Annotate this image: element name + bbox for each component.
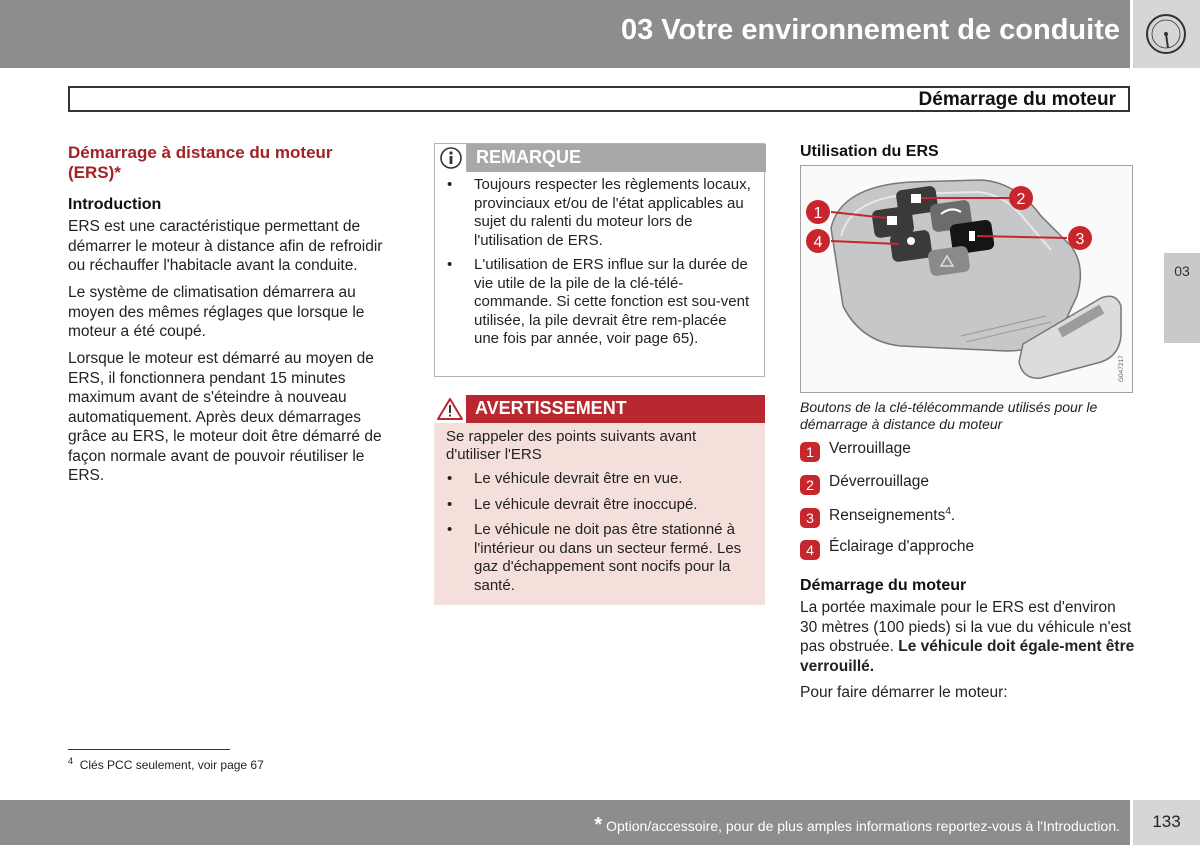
engine-start-heading: Démarrage du moteur [800, 577, 967, 594]
chapter-title: 03 Votre environnement de conduite [620, 14, 1120, 46]
figure-code: G047217 [1118, 355, 1125, 382]
warning-item: • Le véhicule ne doit pas être stationné à l'intérieur ou dans un secteur fermé. Les gaz d'échappement sont nocifs pour la santé. [447, 521, 742, 594]
section-header [68, 86, 1130, 112]
warning-intro: Se rappeler des points suivants avant d'utiliser l'ERS [446, 428, 697, 463]
info-icon [435, 144, 467, 172]
callout-badge-1 [806, 200, 830, 224]
ers-title: Démarrage à distance du moteur (ERS)* [68, 143, 333, 182]
note-header [435, 144, 766, 172]
svg-text:1: 1 [813, 205, 823, 222]
svg-text:1: 1 [806, 444, 814, 460]
chapter-tab[interactable] [1164, 253, 1200, 343]
chapter-tab-label: 03 [1174, 263, 1190, 279]
footer-note: * Option/accessoire, pour de plus amples informations reportez-vous à l'Introduction. [594, 814, 1120, 836]
ers-usage-heading: Utilisation du ERS [800, 143, 939, 160]
svg-text:4: 4 [813, 234, 823, 251]
note-list [434, 176, 754, 355]
svg-text:2: 2 [1016, 191, 1026, 208]
callout-badge-3 [1068, 226, 1092, 250]
warning-item: • Le véhicule devrait être inoccupé. [447, 495, 698, 513]
svg-text:2: 2 [806, 477, 814, 493]
intro-paragraph: Le système de climatisation démarrera au moyen des mêmes réglages que lorsque le moteur a été coupé. [68, 284, 365, 340]
svg-text:3: 3 [1075, 231, 1085, 248]
engine-start-instruction: Pour faire démarrer le moteur: [800, 684, 1008, 701]
svg-text:3: 3 [806, 510, 814, 526]
intro-paragraph: ERS est une caractéristique permettant de démarrer le moteur à distance afin de refroidir ou réchauffer l'habitacle avant la conduite. [68, 218, 383, 274]
intro-heading: Introduction [68, 196, 162, 213]
intro-paragraph: Lorsque le moteur est démarré au moyen de ERS, il fonctionnera pendant 15 minutes maximum avant de s'éteindre à nouveau automatiquement. Après deux démarrages grâce au ERS, le moteur doit être démarré de façon normale avant de pouvoir réutiliser le ERS. [68, 350, 382, 484]
warning-list [434, 470, 754, 602]
warning-triangle-icon [434, 395, 466, 423]
callout-badge-4 [806, 229, 830, 253]
speedometer-icon [1133, 0, 1200, 68]
warning-item: • Le véhicule devrait être en vue. [447, 470, 683, 487]
warning-header [434, 395, 765, 423]
chapter-icon-box [1133, 0, 1200, 68]
warning-title: AVERTISSEMENT [475, 398, 627, 418]
footnote: $^4$ Clés PCC seulement, voir page 67 [68, 756, 264, 772]
svg-text:4: 4 [806, 542, 814, 558]
figure-caption: Boutons de la clé-télécommande utilisés pour le démarrage à distance du moteur [800, 399, 1098, 432]
footnote-divider [68, 749, 230, 750]
page-number: 133 [1152, 812, 1181, 831]
key-fob-figure [800, 165, 1133, 393]
page-number-box [1133, 800, 1200, 845]
note-item: • L'utilisation de ERS influe sur la durée de vie utile de la pile de la clé-télé-commande. Si cette fonction est sou-vent utilisée, la pile devrait être rem-placée une fois par année, voir page 65). [447, 256, 750, 347]
engine-start-paragraph: La portée maximale pour le ERS est d'environ 30 mètres (100 pieds) si la vue du véhicule n'est pas obstruée. Le véhicule doit égale-ment être verrouillé. [800, 599, 1135, 675]
section-title: Démarrage du moteur [918, 89, 1116, 110]
note-item: • Toujours respecter les règlements locaux, provinciaux et/ou de l'état applicables au sujet du ralenti du moteur lors de l'utilisation de ERS. [447, 176, 751, 249]
remote-key-illustration [801, 166, 1132, 392]
callout-badge-2 [1009, 186, 1033, 210]
note-title: REMARQUE [476, 147, 582, 167]
